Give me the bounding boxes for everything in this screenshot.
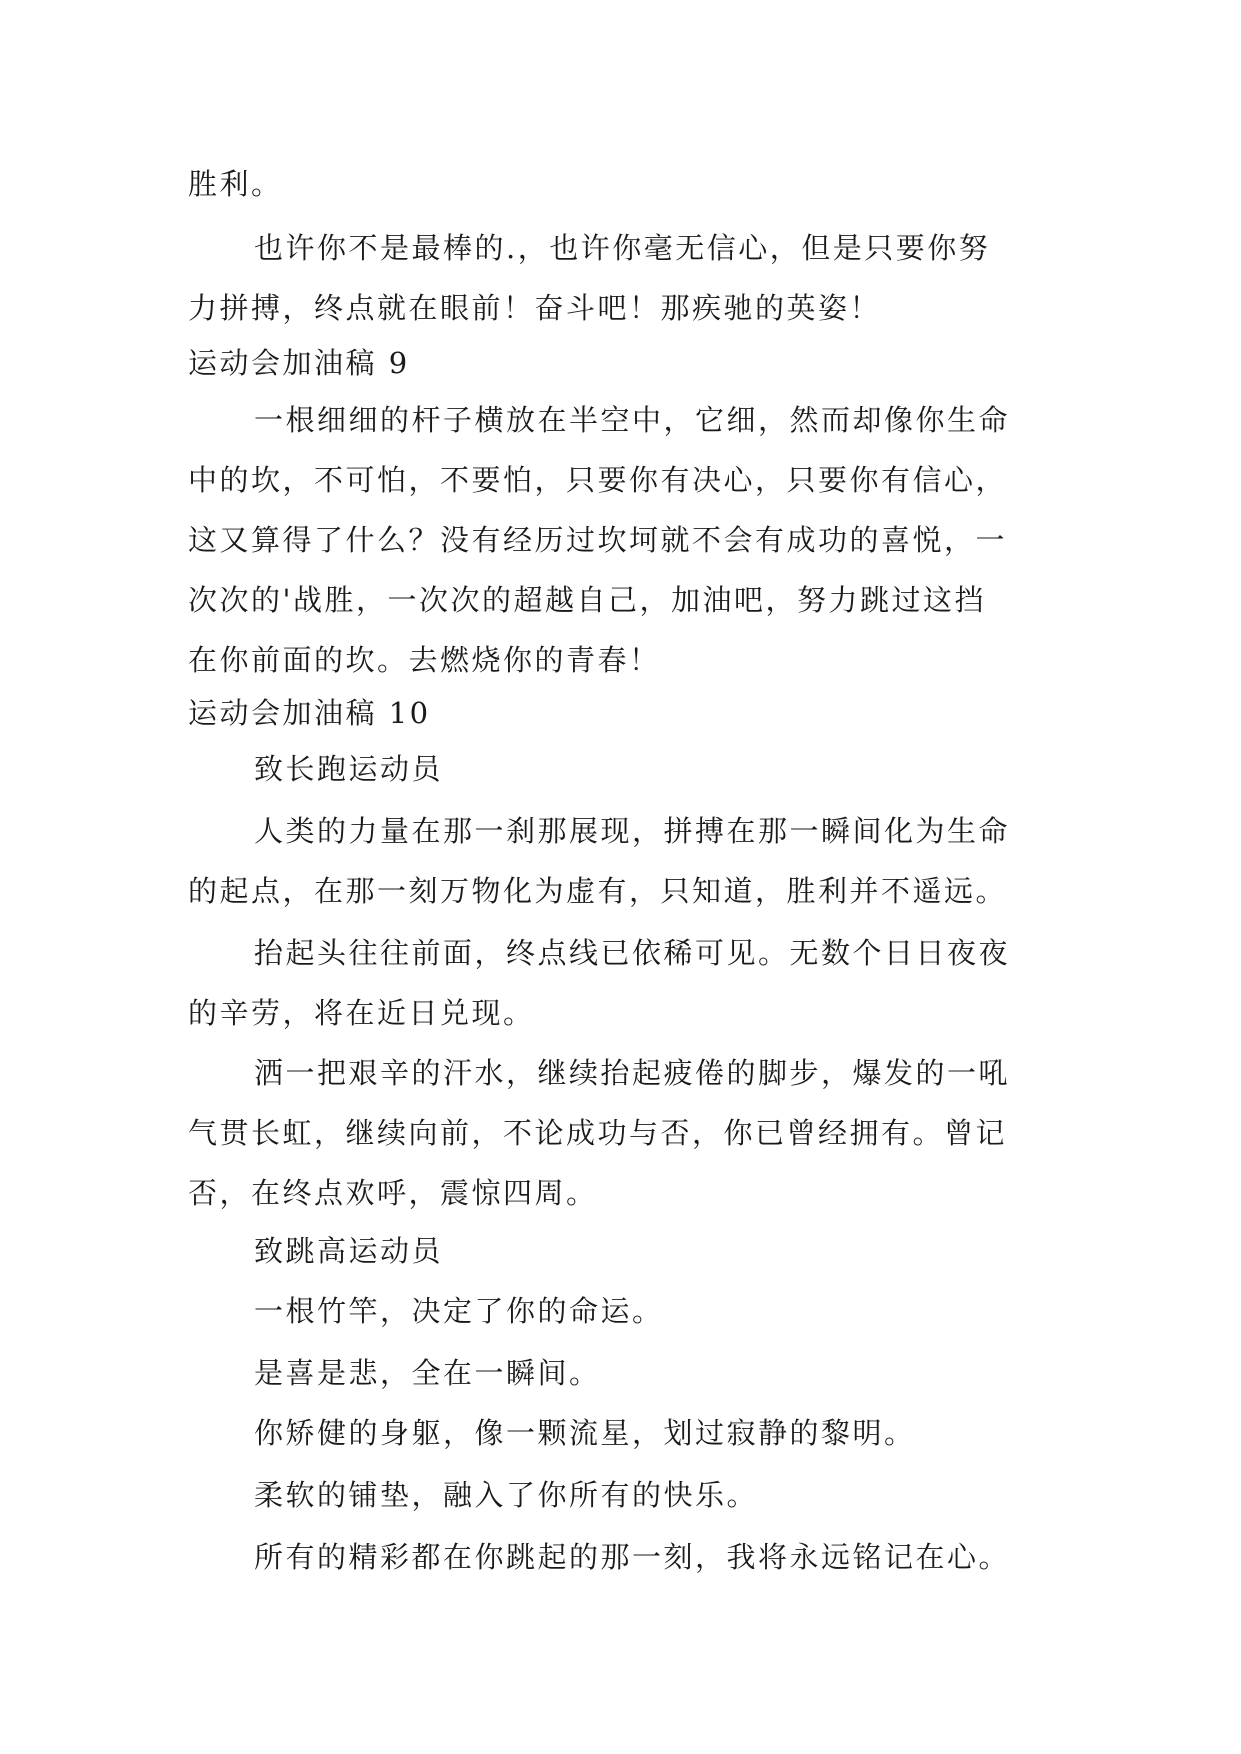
subheading: 致跳高运动员 [254,1234,444,1268]
verse-line: 你矫健的身躯，像一颗流星，划过寂静的黎明。 [254,1416,916,1450]
paragraph-line: 次次的'战胜，一次次的超越自己，加油吧，努力跳过这挡 [188,583,986,617]
verse-line: 一根竹竿，决定了你的命运。 [254,1294,664,1328]
paragraph-line: 洒一把艰辛的汗水，继续抬起疲倦的脚步，爆发的一吼 [254,1056,1011,1090]
paragraph-line: 的起点，在那一刻万物化为虚有，只知道，胜利并不遥远。 [188,874,1008,908]
subheading: 致长跑运动员 [254,752,444,786]
paragraph-line: 人类的力量在那一刹那展现，拼搏在那一瞬间化为生命 [254,814,1011,848]
section-heading: 运动会加油稿 9 [188,346,410,380]
paragraph-line: 气贯长虹，继续向前，不论成功与否，你已曾经拥有。曾记 [188,1116,1008,1150]
paragraph-line: 的辛劳，将在近日兑现。 [188,996,535,1030]
paragraph-line: 这又算得了什么？没有经历过坎坷就不会有成功的喜悦，一 [188,523,1008,557]
paragraph-line: 力拼搏，终点就在眼前！奋斗吧！那疾驰的英姿！ [188,291,882,325]
verse-line: 所有的精彩都在你跳起的那一刻，我将永远铭记在心。 [254,1540,1011,1574]
verse-line: 柔软的铺垫，融入了你所有的快乐。 [254,1478,759,1512]
paragraph-line: 否，在终点欢呼，震惊四周。 [188,1176,598,1210]
paragraph-line: 中的坎，不可怕，不要怕，只要你有决心，只要你有信心， [188,463,1008,497]
paragraph-line: 一根细细的杆子横放在半空中，它细，然而却像你生命 [254,403,1011,437]
paragraph-line: 胜利。 [188,167,283,201]
paragraph-line: 在你前面的坎。去燃烧你的青春！ [188,643,661,677]
verse-line: 是喜是悲，全在一瞬间。 [254,1356,601,1390]
paragraph-line: 也许你不是最棒的.，也许你毫无信心，但是只要你努 [254,231,991,265]
section-heading: 运动会加油稿 10 [188,696,431,730]
paragraph-line: 抬起头往往前面，终点线已依稀可见。无数个日日夜夜 [254,936,1011,970]
